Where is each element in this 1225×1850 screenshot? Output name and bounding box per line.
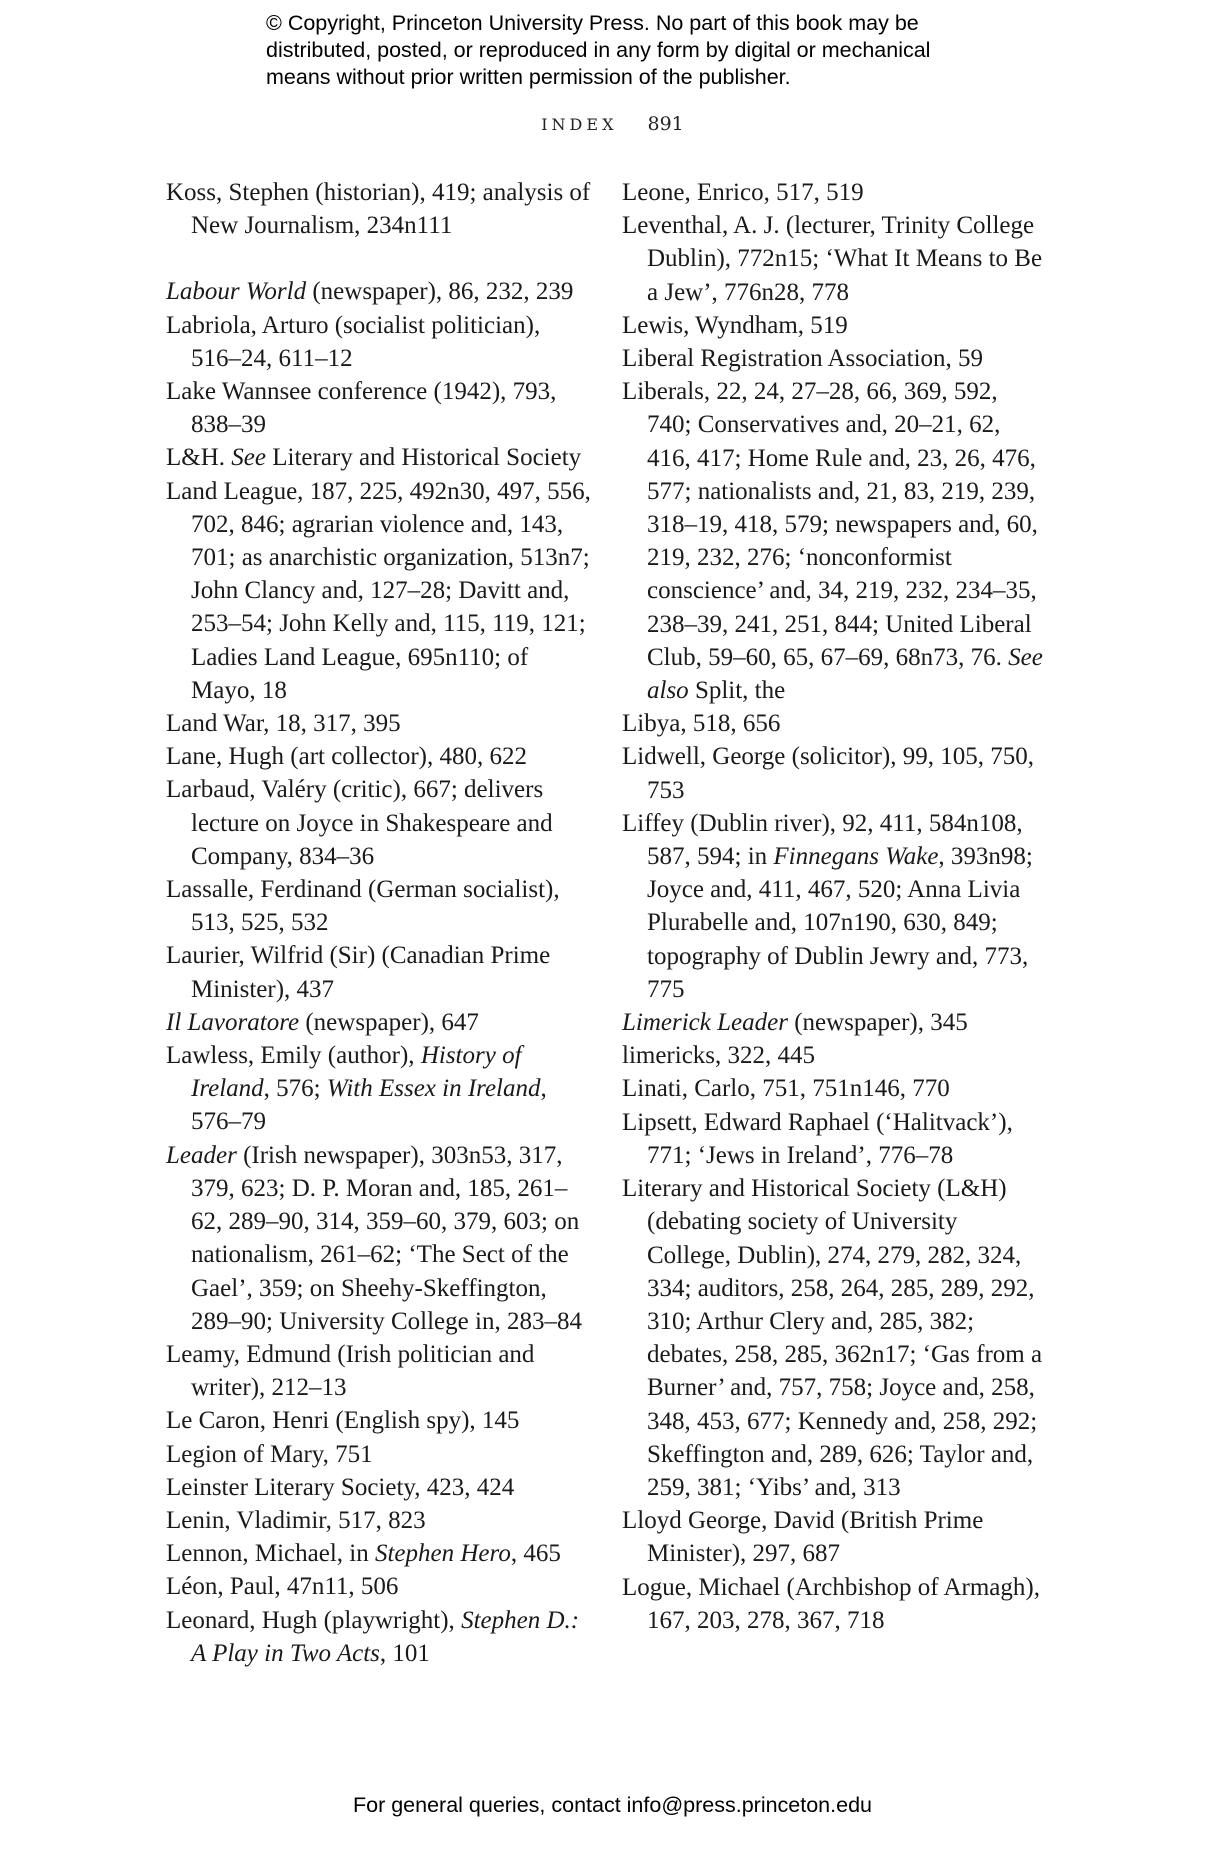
index-entry — [166, 1006, 596, 1039]
index-entry-text: Leamy, Edmund (Irish politician and writer), 212–13 — [166, 1340, 535, 1402]
copyright-line: means without prior written permission of the publisher. — [266, 65, 791, 89]
index-entry-text: Lipsett, Edward Raphael (‘Halitvack’), 771; ‘Jews in Ireland’, 776–78 — [622, 1108, 1013, 1169]
copyright-notice — [266, 10, 1026, 91]
index-entry — [166, 475, 596, 707]
index-entry-text: Koss, Stephen (historian), 419; analysis of New Journalism, 234n111 — [166, 179, 591, 240]
footer-contact: For general queries, contact info@press.princeton.edu — [352, 1793, 872, 1817]
index-entry — [166, 1570, 596, 1603]
index-entry — [166, 1438, 596, 1471]
index-entry-text: Liberal Registration Association, 59 — [622, 345, 984, 373]
index-entry — [622, 209, 1047, 309]
index-entry — [166, 773, 596, 873]
index-entry-text: Lassalle, Ferdinand (German socialist), 513, 525, 532 — [166, 876, 560, 937]
index-entry — [622, 1504, 1047, 1570]
index-entry-text: Leventhal, A. J. (lecturer, Trinity College Dublin), 772n15; ‘What It Means to Be a Jew’, 776n28, 778 — [622, 212, 1043, 306]
index-entry-text: Lidwell, George (solicitor), 99, 105, 750, 753 — [622, 743, 1034, 804]
index-entry-text: Leinster Literary Society, 423, 424 — [166, 1473, 515, 1501]
index-entry-text: Legion of Mary, 751 — [166, 1440, 373, 1468]
index-entry-italic: See — [231, 444, 266, 472]
index-entry-text: , 101 — [379, 1639, 430, 1667]
index-entry — [166, 1404, 596, 1437]
index-entry — [622, 740, 1047, 806]
running-head — [0, 113, 1225, 135]
index-entry — [166, 939, 596, 1005]
index-entry-italic: Stephen Hero — [374, 1540, 511, 1568]
index-entry-text: (newspaper), 86, 232, 239 — [306, 278, 574, 306]
index-entry — [166, 375, 596, 441]
index-column-left — [166, 176, 596, 1670]
copyright-line: distributed, posted, or reproduced in any form by digital or mechanical — [266, 38, 931, 62]
index-entry-italic: Il Lavoratore — [166, 1008, 300, 1036]
index-entry-text: Labriola, Arturo (socialist politician), 516–24, 611–12 — [166, 311, 541, 372]
index-entry — [166, 1537, 596, 1570]
index-entry-italic: History of Ireland — [191, 1042, 522, 1103]
index-entry-text: Lennon, Michael, in — [166, 1540, 375, 1568]
index-entry-text: Liberals, 22, 24, 27–28, 66, 369, 592, 740; Conservatives and, 20–21, 62, 416, 417; Home Rule and, 23, 26, 476, 577; nationalists and, 21, 83, 219, 239, 318–19, 418, 579; newspapers and, 60, 219, 232, 276; ‘nonconformist conscience’ and, 34, 219, 232, 234–35, 238–39, 241, 251, 844; United Liberal Club, 59–60, 65, 67–69, 68n73, 76. — [622, 378, 1038, 671]
index-entry — [166, 1504, 596, 1537]
index-entry — [622, 309, 1047, 342]
index-entry-text: Literary and Historical Society (L&H) (debating society of University College, Dublin), 274, 279, 282, 324, 334; auditors, 258, 264, 285, 289, 292, 310; Arthur Clery and, 285, 382; debates, 258, 285, 362n17; ‘Gas from a Burner’ and, 757, 758; Joyce and, 258, 348, 453, 677; Kennedy and, 258, 292; Skeffington and, 289, 626; Taylor and, 259, 381; ‘Yibs’ and, 313 — [622, 1175, 1043, 1501]
index-entry — [166, 740, 596, 773]
index-entry-text: Lawless, Emily (author), — [166, 1042, 421, 1070]
index-entry-text: Liffey (Dublin river), 92, 411, 584n108, 587, 594; in — [622, 809, 1023, 871]
index-entry-text: Laurier, Wilfrid (Sir) (Canadian Prime Minister), 437 — [166, 942, 551, 1003]
index-entry-text: , 576; — [263, 1075, 327, 1103]
index-entry — [166, 309, 596, 375]
index-column-right — [622, 176, 1047, 1637]
index-entry — [622, 1039, 1047, 1072]
index-entry-text: Lane, Hugh (art collector), 480, 622 — [166, 743, 527, 771]
index-entry-text: limericks, 322, 445 — [622, 1042, 816, 1070]
index-entry-text: Leonard, Hugh (playwright), — [166, 1606, 462, 1634]
index-entry — [166, 1338, 596, 1404]
index-entry-italic: Limerick Leader — [622, 1009, 788, 1037]
index-entry-italic: Labour World — [166, 278, 307, 306]
copyright-line: © Copyright, Princeton University Press. No part of this book may be — [266, 11, 919, 35]
index-entry-text: (Irish newspaper), 303n53, 317, 379, 623; D. P. Moran and, 185, 261–62, 289–90, 314, 359–60, 379, 603; on nationalism, 261–62; ‘The Sect of the Gael’, 359; on Sheehy-Skeffington, 289–90; University College in, 283–84 — [191, 1141, 582, 1335]
index-entry-text: L&H. — [166, 444, 232, 472]
index-entry — [166, 176, 596, 242]
index-entry-text: Libya, 518, 656 — [622, 710, 781, 738]
index-entry-text: Logue, Michael (Archbishop of Armagh), 167, 203, 278, 367, 718 — [622, 1573, 1040, 1634]
index-entry — [622, 1172, 1047, 1504]
index-entry — [166, 707, 596, 740]
section-label: INDEX — [541, 115, 618, 134]
index-entry-text: Land League, 187, 225, 492n30, 497, 556, 702, 846; agrarian violence and, 143, 701; as anarchistic organization, 513n7; John Clancy and, 127–28; Davitt and, 253–54; John Kelly and, 115, 119, 121; Ladies Land League, 695n110; of Mayo, 18 — [166, 477, 591, 704]
index-entry — [622, 375, 1047, 707]
index-entry — [622, 1106, 1047, 1172]
index-entry-text: Lloyd George, David (British Prime Minister), 297, 687 — [622, 1507, 984, 1568]
index-entry-italic: Stephen D.: A Play in Two Acts — [191, 1606, 580, 1667]
index-entry-italic: Finnegans Wake — [773, 843, 939, 871]
index-entry — [166, 1471, 596, 1504]
index-entry-italic: See also — [647, 643, 1043, 705]
index-entry — [622, 1072, 1047, 1105]
page-number: 891 — [647, 113, 684, 135]
index-entry-text: (newspaper), 345 — [787, 1009, 968, 1037]
index-entry-text: Lewis, Wyndham, 519 — [622, 311, 848, 339]
index-entry-text: (newspaper), 647 — [299, 1008, 479, 1036]
index-entry — [166, 1604, 596, 1670]
index-entry-text: Land War, 18, 317, 395 — [166, 710, 401, 738]
index-entry — [622, 1006, 1047, 1039]
index-entry — [166, 1039, 596, 1139]
index-entry — [622, 807, 1047, 1006]
index-entry-text: Lake Wannsee conference (1942), 793, 838–39 — [166, 378, 557, 439]
index-entry-italic: Leader — [166, 1141, 237, 1169]
index-entry-text: , 393n98; Joyce and, 411, 467, 520; Anna Livia Plurabelle and, 107n190, 630, 849; topography of Dublin Jewry and, 773, 775 — [647, 843, 1033, 1003]
index-entry — [166, 275, 596, 308]
index-entry-text: Larbaud, Valéry (critic), 667; delivers lecture on Joyce in Shakespeare and Company, 834–36 — [166, 776, 553, 870]
index-entry-text: , 576–79 — [191, 1075, 547, 1136]
index-entry-text: , 465 — [510, 1540, 561, 1568]
index-entry-text: Léon, Paul, 47n11, 506 — [166, 1573, 399, 1601]
index-entry — [622, 176, 1047, 209]
index-entry — [622, 342, 1047, 375]
index-entry-text: Literary and Historical Society — [265, 444, 582, 472]
index-entry — [622, 1571, 1047, 1637]
index-entry — [622, 707, 1047, 740]
index-entry-italic: With Essex in Ireland — [326, 1075, 541, 1103]
index-entry-text: Lenin, Vladimir, 517, 823 — [166, 1506, 426, 1534]
index-entry-text: Linati, Carlo, 751, 751n146, 770 — [622, 1075, 950, 1103]
index-entry — [166, 873, 596, 939]
index-entry-text: Split, the — [688, 677, 786, 705]
index-entry — [166, 441, 596, 474]
index-entry — [166, 1139, 596, 1338]
index-entry-text: Leone, Enrico, 517, 519 — [622, 179, 864, 206]
index-entry-text: Le Caron, Henri (English spy), 145 — [166, 1407, 520, 1435]
